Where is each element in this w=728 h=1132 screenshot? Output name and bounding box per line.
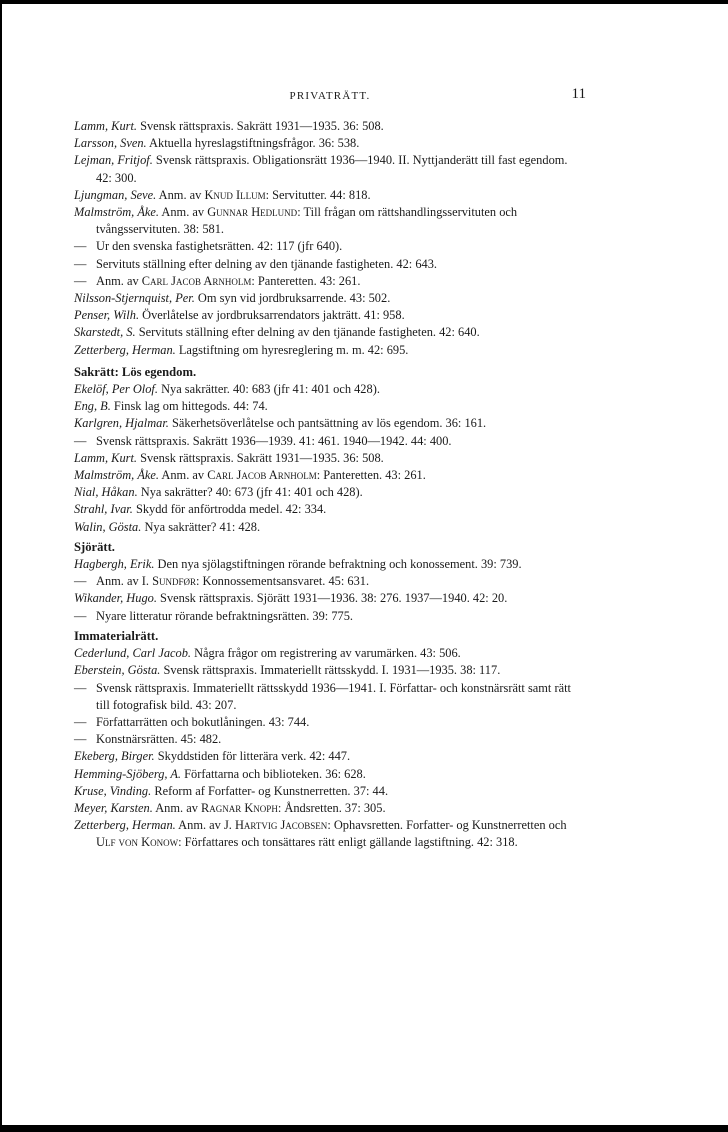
dash-mark: — xyxy=(74,273,87,288)
entry-text: Anm. av xyxy=(152,800,201,815)
entry-author: Meyer, Karsten. xyxy=(74,800,153,815)
entry-text: Anm. av xyxy=(159,205,208,220)
entry-text: Reform af Forfatter- og Kunstnerretten. 37: 44. xyxy=(151,783,389,798)
bib-entry xyxy=(74,573,586,590)
cited-author: Carl Jacob Arnholm xyxy=(207,468,317,483)
bib-entry xyxy=(74,590,586,607)
cited-author: Knud Illum xyxy=(204,187,266,202)
entry-text: : Författares och tonsättares rätt enligt gällande lagstiftning. 42: 318. xyxy=(178,835,518,850)
scan-edge-top xyxy=(0,0,728,4)
entry-author: Malmström, Åke. xyxy=(74,205,159,220)
entry-text: Den nya sjölagstiftningen rörande befraktning och konossement. 39: 739. xyxy=(154,557,522,572)
entry-text: Lagstiftning om hyresreglering m. m. 42: 695. xyxy=(175,342,409,357)
cited-author: Ulf von Konow xyxy=(96,835,179,850)
entry-text: : Servitutter. 44: 818. xyxy=(265,187,371,202)
bib-entry xyxy=(74,135,586,152)
entry-author: Karlgren, Hjalmar. xyxy=(74,416,169,431)
section-heading: Sakrätt: Lös egendom. xyxy=(74,364,197,379)
entry-text: Finsk lag om hittegods. 44: 74. xyxy=(110,399,268,414)
entry-author: Lamm, Kurt. xyxy=(74,450,137,465)
bib-entry xyxy=(74,118,586,135)
entry-text: Några frågor om registrering av varumärken. 43: 506. xyxy=(191,646,461,661)
bib-entry xyxy=(74,748,586,765)
page-header xyxy=(74,86,586,108)
entry-author: Hagbergh, Erik. xyxy=(74,557,155,572)
dash-mark: — xyxy=(74,608,87,623)
bib-entry xyxy=(74,714,586,731)
bib-entry xyxy=(74,645,586,662)
bib-entry xyxy=(74,484,586,501)
entry-author: Ljungman, Seve. xyxy=(74,187,157,202)
section-heading: Sjörätt. xyxy=(74,539,115,554)
entry-author: Lamm, Kurt. xyxy=(74,119,137,133)
bib-entry xyxy=(74,662,586,679)
dash-mark: — xyxy=(74,256,87,271)
entry-text: : Panteretten. 43: 261. xyxy=(251,273,361,288)
entry-text: : Åndsretten. 37: 305. xyxy=(277,800,386,815)
entry-author: Walin, Gösta. xyxy=(74,519,142,534)
bib-entry xyxy=(74,381,586,398)
entry-text: Säkerhetsöverlåtelse och pantsättning av lös egendom. 36: 161. xyxy=(168,416,487,431)
entry-author: Larsson, Sven. xyxy=(74,136,147,151)
entry-author: Cederlund, Carl Jacob. xyxy=(74,646,192,661)
entry-text: Överlåtelse av jordbruksarrendators jakträtt. 41: 958. xyxy=(139,308,405,323)
bib-entry xyxy=(74,256,586,273)
entry-text: Servituts ställning efter delning av den tjänande fastigheten. 42: 643. xyxy=(96,256,438,271)
bib-entry xyxy=(74,238,586,255)
entry-author: Nial, Håkan. xyxy=(74,485,138,500)
section-maritime xyxy=(74,556,586,625)
bib-entry xyxy=(74,783,586,800)
bib-entry xyxy=(74,450,586,467)
bib-entry xyxy=(74,556,586,573)
dash-mark: — xyxy=(74,732,87,747)
running-title: PRIVATRÄTT. xyxy=(289,90,371,102)
dash-mark: — xyxy=(74,714,87,729)
entry-text: Nya sakrätter? 41: 428. xyxy=(141,519,261,534)
bib-entry xyxy=(74,324,586,341)
bib-entry xyxy=(74,680,586,714)
entry-author: Malmström, Åke. xyxy=(74,468,159,483)
bib-entry xyxy=(74,766,586,783)
entry-author: Eberstein, Gösta. xyxy=(74,663,161,678)
entry-text: Anm. av xyxy=(156,187,205,202)
bib-entry xyxy=(74,501,586,518)
entry-author: Zetterberg, Herman. xyxy=(74,818,176,833)
entry-text: Författarna och biblioteken. 36: 628. xyxy=(181,766,366,781)
entry-author: Skarstedt, S. xyxy=(74,325,136,340)
entry-text: Författarrätten och bokutlåningen. 43: 744. xyxy=(96,714,310,729)
section-intellectual-property xyxy=(74,645,586,851)
entry-text: Svensk rättspraxis. Sjörätt 1931—1936. 38: 276. 1937—1940. 42: 20. xyxy=(156,591,508,606)
bib-entry xyxy=(74,398,586,415)
bib-entry xyxy=(74,519,586,536)
entry-author: Penser, Wilh. xyxy=(74,308,140,323)
scan-edge-bottom xyxy=(0,1125,728,1132)
entry-text: Skydd för anförtrodda medel. 42: 334. xyxy=(132,502,327,517)
entry-text: Svensk rättspraxis. Immateriellt rättsskydd 1936—1941. I. Författar- och konstnärsrätt samt rätt till fotografisk bild. 43: 207. xyxy=(96,680,571,712)
bib-entry xyxy=(74,608,586,625)
entry-author: Eng, B. xyxy=(74,399,111,414)
entry-text: Svensk rättspraxis. Obligationsrätt 1936—1940. II. Nyttjanderätt till fast egendom. 42: 300. xyxy=(96,153,568,185)
entry-author: Nilsson-Stjernquist, Per. xyxy=(74,291,195,306)
entry-text: Svensk rättspraxis. Immateriellt rättsskydd. I. 1931—1935. 38: 117. xyxy=(160,663,501,678)
dash-mark: — xyxy=(74,680,87,695)
entry-author: Lejman, Fritjof. xyxy=(74,153,153,168)
entry-text: Svensk rättspraxis. Sakrätt 1931—1935. 36: 508. xyxy=(137,119,384,133)
cited-author: Sundfør xyxy=(152,574,196,589)
entry-text: Nya sakrätter. 40: 683 (jfr 41: 401 och 428). xyxy=(157,382,380,397)
entry-author: Ekeberg, Birger. xyxy=(74,749,155,764)
entry-author: Kruse, Vinding. xyxy=(74,783,152,798)
bib-entry xyxy=(74,273,586,290)
cited-author: Carl Jacob Arnholm xyxy=(141,273,252,288)
entry-text: Skyddstiden för litterära verk. 42: 447. xyxy=(154,749,351,764)
entry-author: Hemming-Sjöberg, A. xyxy=(74,766,182,781)
entry-text: Nya sakrätter? 40: 673 (jfr 41: 401 och 428). xyxy=(137,485,363,500)
page-number: 11 xyxy=(571,86,586,102)
entry-text: Nyare litteratur rörande befraktningsrätten. 39: 775. xyxy=(96,608,354,623)
bib-entry xyxy=(74,290,586,307)
bib-entry xyxy=(74,731,586,748)
cited-author: Ragnar Knoph xyxy=(201,800,278,815)
section-heading: Immaterialrätt. xyxy=(74,628,159,643)
entry-text: : Ophavsretten. Forfatter- og Kunstnerretten och xyxy=(327,818,567,833)
bib-entry xyxy=(74,415,586,432)
entry-text: Anm. av J. xyxy=(175,818,235,833)
entry-text: Anm. av I. xyxy=(96,574,153,589)
entry-text: Aktuella hyreslagstiftningsfrågor. 36: 538. xyxy=(146,136,360,151)
bib-entry xyxy=(74,342,586,359)
entry-author: Zetterberg, Herman. xyxy=(74,342,176,357)
cited-author: Gunnar Hedlund xyxy=(207,205,298,220)
entry-text: : Till frågan om rättshandlingsservituten och tvångsservituten. 38: 581. xyxy=(96,205,518,237)
scan-edge-left xyxy=(0,0,2,1132)
bib-entry xyxy=(74,817,586,851)
section-property-movable xyxy=(74,381,586,536)
entry-text: Svensk rättspraxis. Sakrätt 1936—1939. 41: 461. 1940—1942. 44: 400. xyxy=(96,433,452,448)
entry-text: Anm. av xyxy=(96,273,142,288)
section-property-real xyxy=(74,118,586,359)
dash-mark: — xyxy=(74,433,87,448)
bib-entry xyxy=(74,800,586,817)
entry-text: Svensk rättspraxis. Sakrätt 1931—1935. 36: 508. xyxy=(137,450,384,465)
entry-author: Ekelöf, Per Olof. xyxy=(74,382,158,397)
bib-entry xyxy=(74,187,586,204)
bibliography xyxy=(74,118,586,852)
entry-text: Anm. av xyxy=(159,468,208,483)
entry-text: Servituts ställning efter delning av den tjänande fastigheten. 42: 640. xyxy=(135,325,480,340)
entry-text: Ur den svenska fastighetsrätten. 42: 117 (jfr 640). xyxy=(96,239,343,254)
entry-author: Wikander, Hugo. xyxy=(74,591,157,606)
entry-text: : Konnossementsansvaret. 45: 631. xyxy=(196,574,370,589)
dash-mark: — xyxy=(74,239,87,254)
entry-text: Om syn vid jordbruksarrende. 43: 502. xyxy=(194,291,391,306)
bib-entry xyxy=(74,467,586,484)
bib-entry xyxy=(74,307,586,324)
bib-entry xyxy=(74,204,586,238)
bib-entry xyxy=(74,433,586,450)
cited-author: Hartvig Jacobsen xyxy=(234,818,328,833)
entry-text: Konstnärsrätten. 45: 482. xyxy=(96,732,222,747)
entry-text: : Panteretten. 43: 261. xyxy=(316,468,426,483)
dash-mark: — xyxy=(74,574,87,589)
bib-entry xyxy=(74,152,586,186)
entry-author: Strahl, Ivar. xyxy=(74,502,133,517)
